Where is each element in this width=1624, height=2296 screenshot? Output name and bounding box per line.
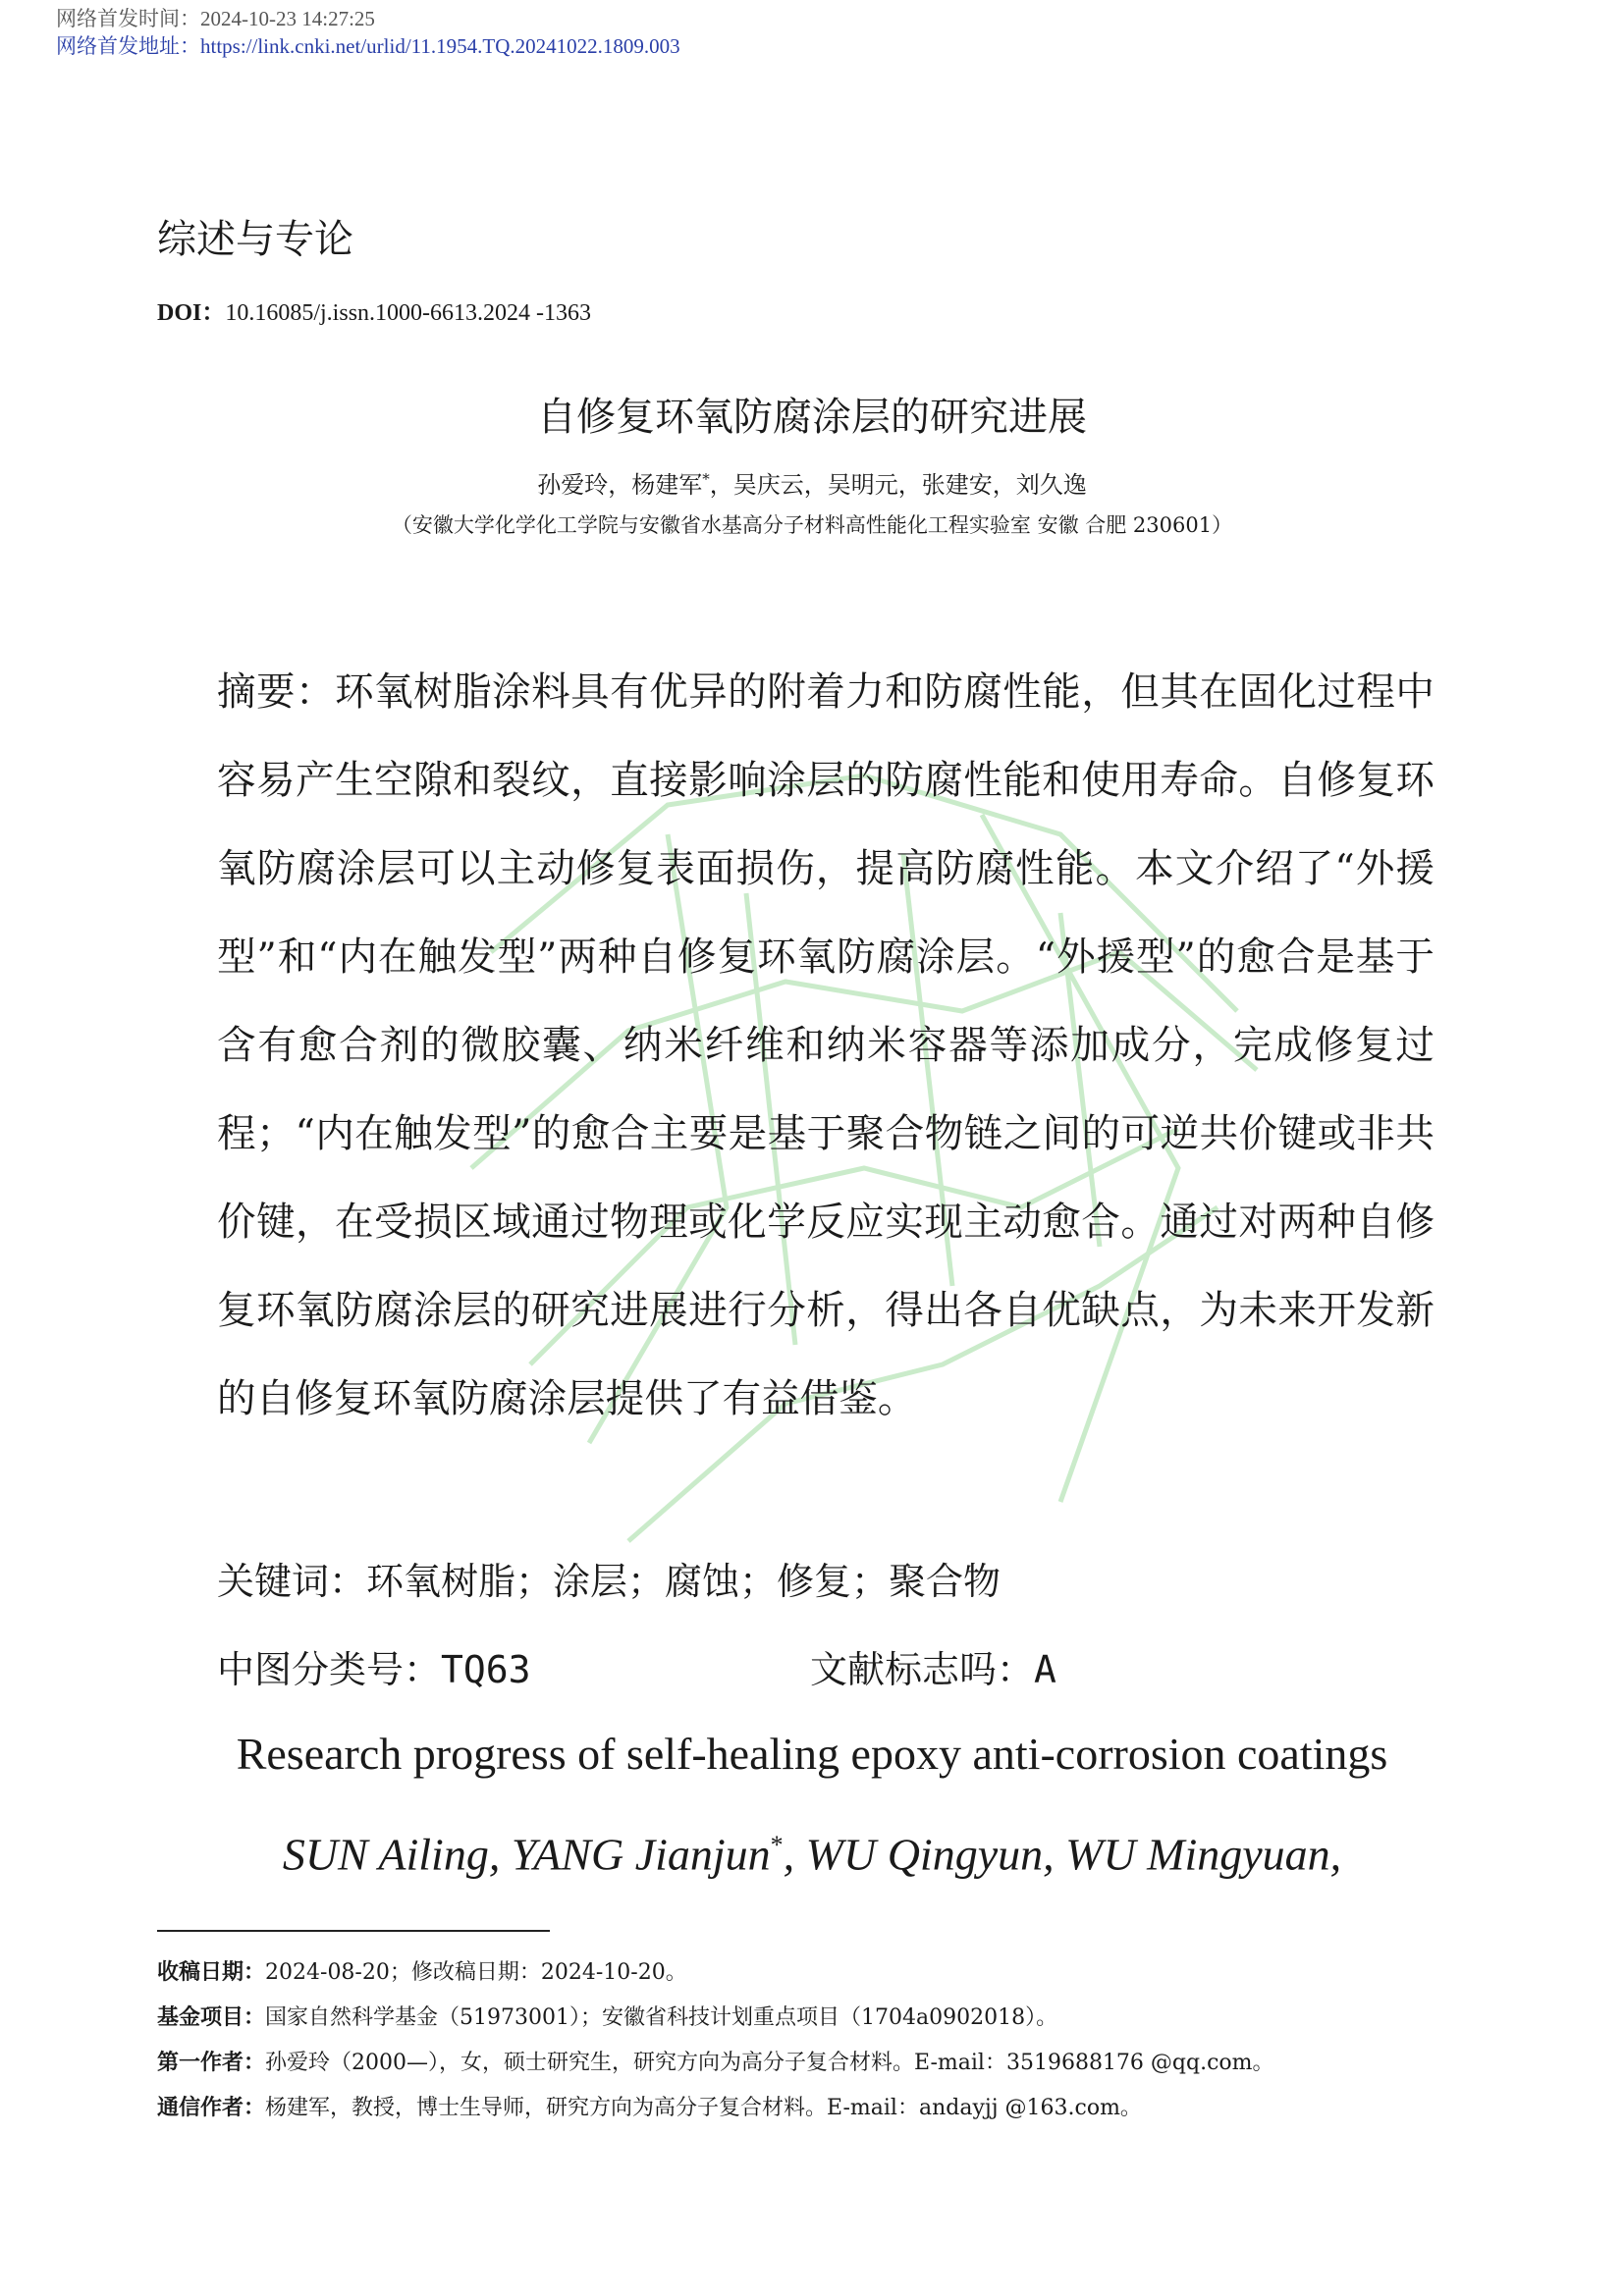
doi-line (157, 293, 591, 327)
classification-line (217, 1626, 1435, 1714)
publish-url-link[interactable]: 网络首发地址：https://link.cnki.net/urlid/11.1954.TQ.20241022.1809.003 (56, 34, 680, 58)
english-authors-rest: , WU Qingyun, WU Mingyuan, (783, 1829, 1342, 1880)
classification-label: 中图分类号： (217, 1648, 442, 1691)
footnote-received (157, 1957, 687, 1988)
paper-title: 自修复环氧防腐涂层的研究进展 (537, 395, 1087, 440)
keywords-text: 环氧树脂；涂层；腐蚀；修复；聚合物 (366, 1560, 1001, 1603)
abstract-label: 摘要： (217, 669, 336, 715)
footnote-funding (157, 2002, 1057, 2033)
doi-label: DOI： (157, 300, 226, 326)
footnote-text: 国家自然科学基金（51973001）；安徽省科技计划重点项目（1704a0902018）。 (265, 2005, 1058, 2030)
document-code-label: 文献标志吗： (810, 1648, 1035, 1691)
english-corresponding-mark: * (770, 1831, 784, 1859)
footnote-text: 杨建军，教授，博士生导师，研究方向为高分子复合材料。E-mail：andayjj @163.com。 (265, 2096, 1142, 2120)
footnote-label: 基金项目： (157, 2004, 266, 2030)
doi-value: 10.16085/j.issn.1000-6613.2024 -1363 (225, 300, 592, 326)
footnote-label: 通信作者： (157, 2095, 266, 2120)
keywords (217, 1537, 1001, 1626)
footnote-text: 孙爱玲（2000—），女，硕士研究生，研究方向为高分子复合材料。E-mail：3519688176 @qq.com。 (265, 2051, 1274, 2075)
english-authors (0, 1814, 1624, 1886)
footnote-corresponding-author (157, 2093, 1142, 2123)
publish-time: 网络首发时间：2024-10-23 14:27:25 (56, 7, 375, 30)
abstract-text: 环氧树脂涂料具有优异的附着力和防腐性能，但其在固化过程中容易产生空隙和裂纹，直接影响涂层的防腐性能和使用寿命。自修复环氧防腐涂层可以主动修复表面损伤，提高防腐性能。本文介绍了“外援型”和“内在触发型”两种自修复环氧防腐涂层。“外援型”的愈合是基于含有愈合剂的微胶囊、纳米纤维和纳米容器等添加成分，完成修复过程；“内在触发型”的愈合主要是基于聚合物链之间的可逆共价键或非共价键，在受损区域通过物理或化学反应实现主动愈合。通过对两种自修复环氧防腐涂层的研究进展进行分析，得出各自优缺点，为未来开发新的自修复环氧防腐涂层提供了有益借鉴。 (217, 669, 1435, 1421)
affiliation: （安徽大学化学化工学院与安徽省水基高分子材料高性能化工程实验室 安徽 合肥 230601） (391, 513, 1233, 537)
document-code: A (1034, 1648, 1056, 1691)
authors-first: 孙爱玲，杨建军 (537, 471, 703, 499)
document-code-group (810, 1626, 1056, 1714)
english-title: Research progress of self-healing epoxy anti-corrosion coatings (236, 1729, 1388, 1779)
footnote-text: 2024-08-20；修改稿日期：2024-10-20。 (265, 1960, 687, 1985)
keywords-label: 关键词： (217, 1560, 367, 1603)
authors-rest: ，吴庆云，吴明元，张建安，刘久逸 (709, 471, 1087, 499)
english-authors-first: SUN Ailing, YANG Jianjun (282, 1829, 771, 1880)
footnote-first-author (157, 2048, 1274, 2078)
author-list (0, 463, 1624, 501)
abstract (217, 648, 1435, 1443)
column-heading: 综述与专论 (157, 217, 353, 262)
classification-code: TQ63 (441, 1648, 531, 1691)
corresponding-mark: * (702, 470, 710, 488)
footnote-divider (157, 1930, 550, 1932)
footnote-label: 第一作者： (157, 2050, 266, 2075)
footnote-label: 收稿日期： (157, 1959, 266, 1985)
